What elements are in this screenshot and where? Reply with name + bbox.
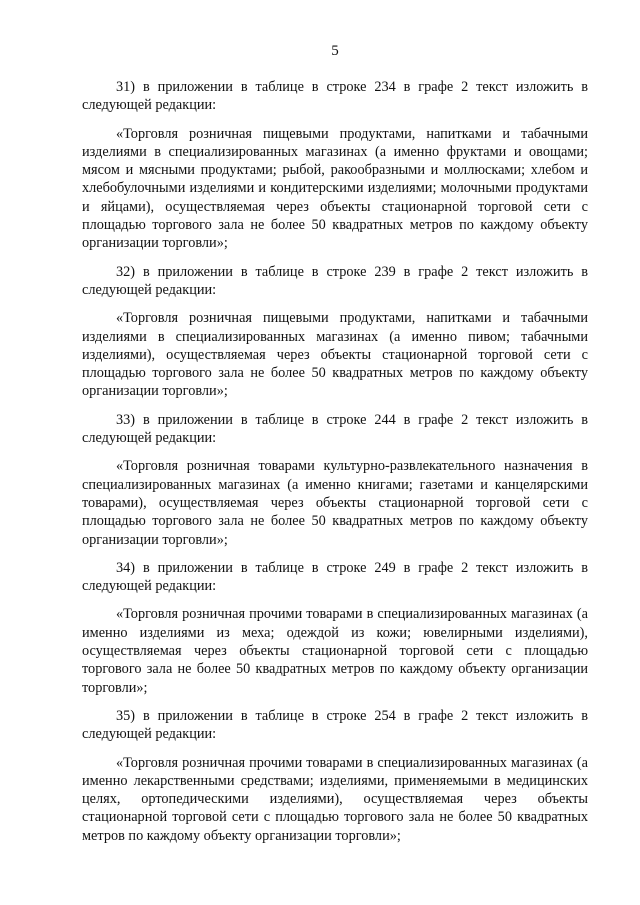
item-31-intro: 31) в приложении в таблице в строке 234 в графе 2 текст изложить в следующей редакции: [82,79,588,114]
item-32-quote: «Торговля розничная пищевыми продуктами, напитками и табачными изделиями в специализированных магазинах (а именно пивом; табачными изделиями), осуществляемая через объекты стационарной торговой сети с площадью торгового зала не более 50 квадратных метров по каждому объекту организации торговли»; [82,310,588,400]
item-33-quote: «Торговля розничная товарами культурно-развлекательного назначения в специализированных магазинах (а именно книгами; газетами и канцелярскими товарами), осуществляемая через объекты стационарной торговой сети с площадью торгового зала не более 50 квадратных метров по каждому объекту организации торговли»; [82,458,588,548]
item-33-intro: 33) в приложении в таблице в строке 244 в графе 2 текст изложить в следующей редакции: [82,411,588,447]
item-34-intro: 34) в приложении в таблице в строке 249 в графе 2 текст изложить в следующей редакции: [82,559,588,595]
item-34-quote: «Торговля розничная прочими товарами в специализированных магазинах (а именно изделиями из меха; одеждой из кожи; ювелирными изделиями), осуществляемая через объекты стационарной торговой сети с площадью торгового зала не более 50 квадратных метров по каждому объекту организации торговли»; [82,606,588,696]
item-35-intro: 35) в приложении в таблице в строке 254 в графе 2 текст изложить в следующей редакции: [82,707,588,743]
page-number: 5 [331,43,339,59]
item-35-quote: «Торговля розничная прочими товарами в специализированных магазинах (а именно лекарственными средствами; изделиями, применяемыми в медицинских целях, ортопедическими изделиями), осуществляемая через объекты стационарной торговой сети с площадью торгового зала не более 50 квадратных метров по каждому объекту организации торговли»; [82,754,588,844]
item-32-intro: 32) в приложении в таблице в строке 239 в графе 2 текст изложить в следующей редакции: [82,263,588,298]
document-page [82,42,588,855]
item-31-quote: «Торговля розничная пищевыми продуктами, напитками и табачными изделиями в специализированных магазинах (а именно фруктами и овощами; мясом и мясными продуктами; рыбой, ракообразными и моллюсками; хлебом и хлебобулочными изделиями и кондитерскими изделиями; молочными продуктами и яйцами), осуществляемая через объекты стационарной торговой сети с площадью торгового зала не более 50 квадратных метров по каждому объекту организации торговли»; [82,125,588,252]
